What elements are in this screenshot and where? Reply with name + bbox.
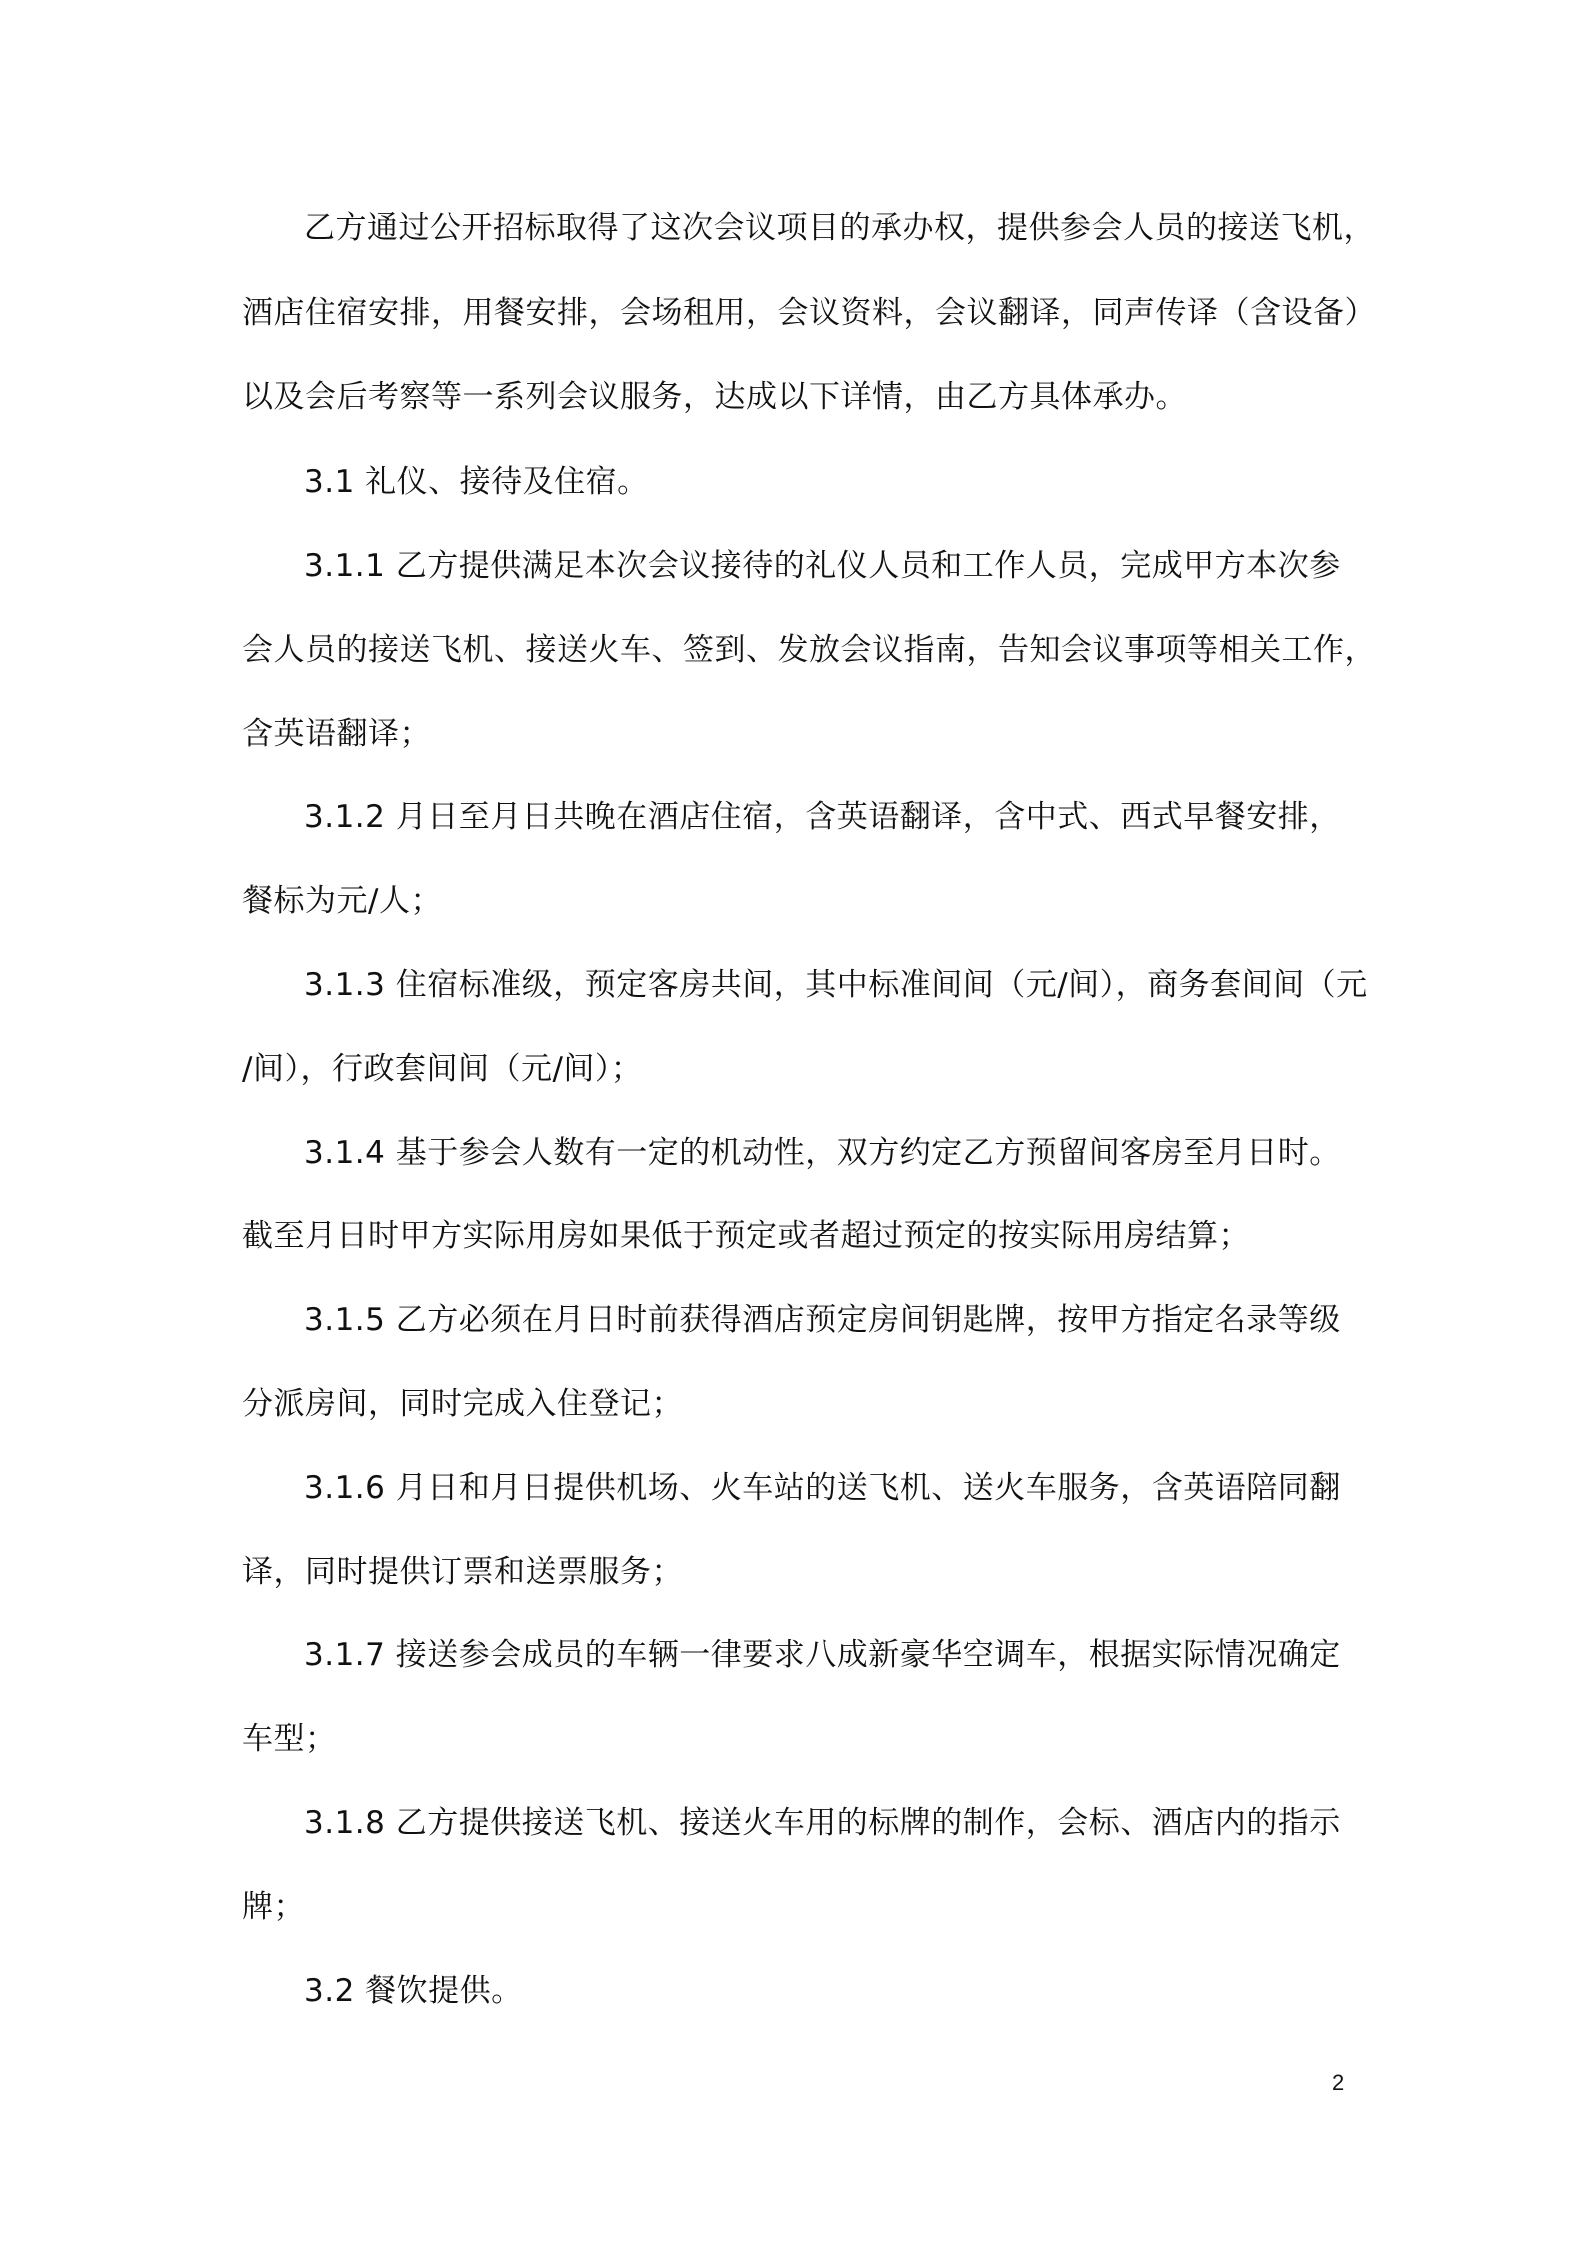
text-line: 会人员的接送飞机、接送火车、签到、发放会议指南，告知会议事项等相关工作， (242, 632, 1376, 668)
text-line: 以及会后考察等一系列会议服务，达成以下详情，由乙方具体承办。 (242, 379, 1187, 415)
text-line: 译，同时提供订票和送票服务； (242, 1554, 683, 1590)
text-line: 3.1.2 月日至月日共晚在酒店住宿，含英语翻译，含中式、西式早餐安排， (304, 799, 1341, 835)
text-line: 含英语翻译； (242, 716, 431, 752)
text-line: 车型； (242, 1721, 337, 1757)
text-line: 酒店住宿安排，用餐安排，会场租用，会议资料，会议翻译，同声传译（含设备） (242, 295, 1376, 331)
page-number: 2 (1332, 2070, 1345, 2095)
text-line: 截至月日时甲方实际用房如果低于预定或者超过预定的按实际用房结算； (242, 1218, 1250, 1254)
text-line: 餐标为元/人； (242, 883, 442, 919)
text-line: 3.1.8 乙方提供接送飞机、接送火车用的标牌的制作，会标、酒店内的指示 (304, 1805, 1341, 1841)
text-line: 3.1.3 住宿标准级，预定客房共间，其中标准间间（元/间），商务套间间（元 (304, 967, 1368, 1003)
text-line: 3.1.5 乙方必须在月日时前获得酒店预定房间钥匙牌，按甲方指定名录等级 (304, 1302, 1341, 1338)
section-heading: 3.1 礼仪、接待及住宿。 (304, 464, 649, 500)
text-line: 分派房间，同时完成入住登记； (242, 1386, 683, 1422)
text-line: 3.1.1 乙方提供满足本次会议接待的礼仪人员和工作人员，完成甲方本次参 (304, 548, 1341, 584)
text-line: 3.1.6 月日和月日提供机场、火车站的送飞机、送火车服务，含英语陪同翻 (304, 1470, 1341, 1506)
text-line: 3.1.7 接送参会成员的车辆一律要求八成新豪华空调车，根据实际情况确定 (304, 1637, 1341, 1673)
text-line: 牌； (242, 1889, 305, 1925)
text-line: /间），行政套间间（元/间）； (242, 1051, 643, 1087)
section-heading: 3.2 餐饮提供。 (304, 1973, 523, 2009)
text-line: 3.1.4 基于参会人数有一定的机动性，双方约定乙方预留间客房至月日时。 (304, 1135, 1341, 1171)
text-line: 乙方通过公开招标取得了这次会议项目的承办权，提供参会人员的接送飞机， (304, 210, 1375, 246)
